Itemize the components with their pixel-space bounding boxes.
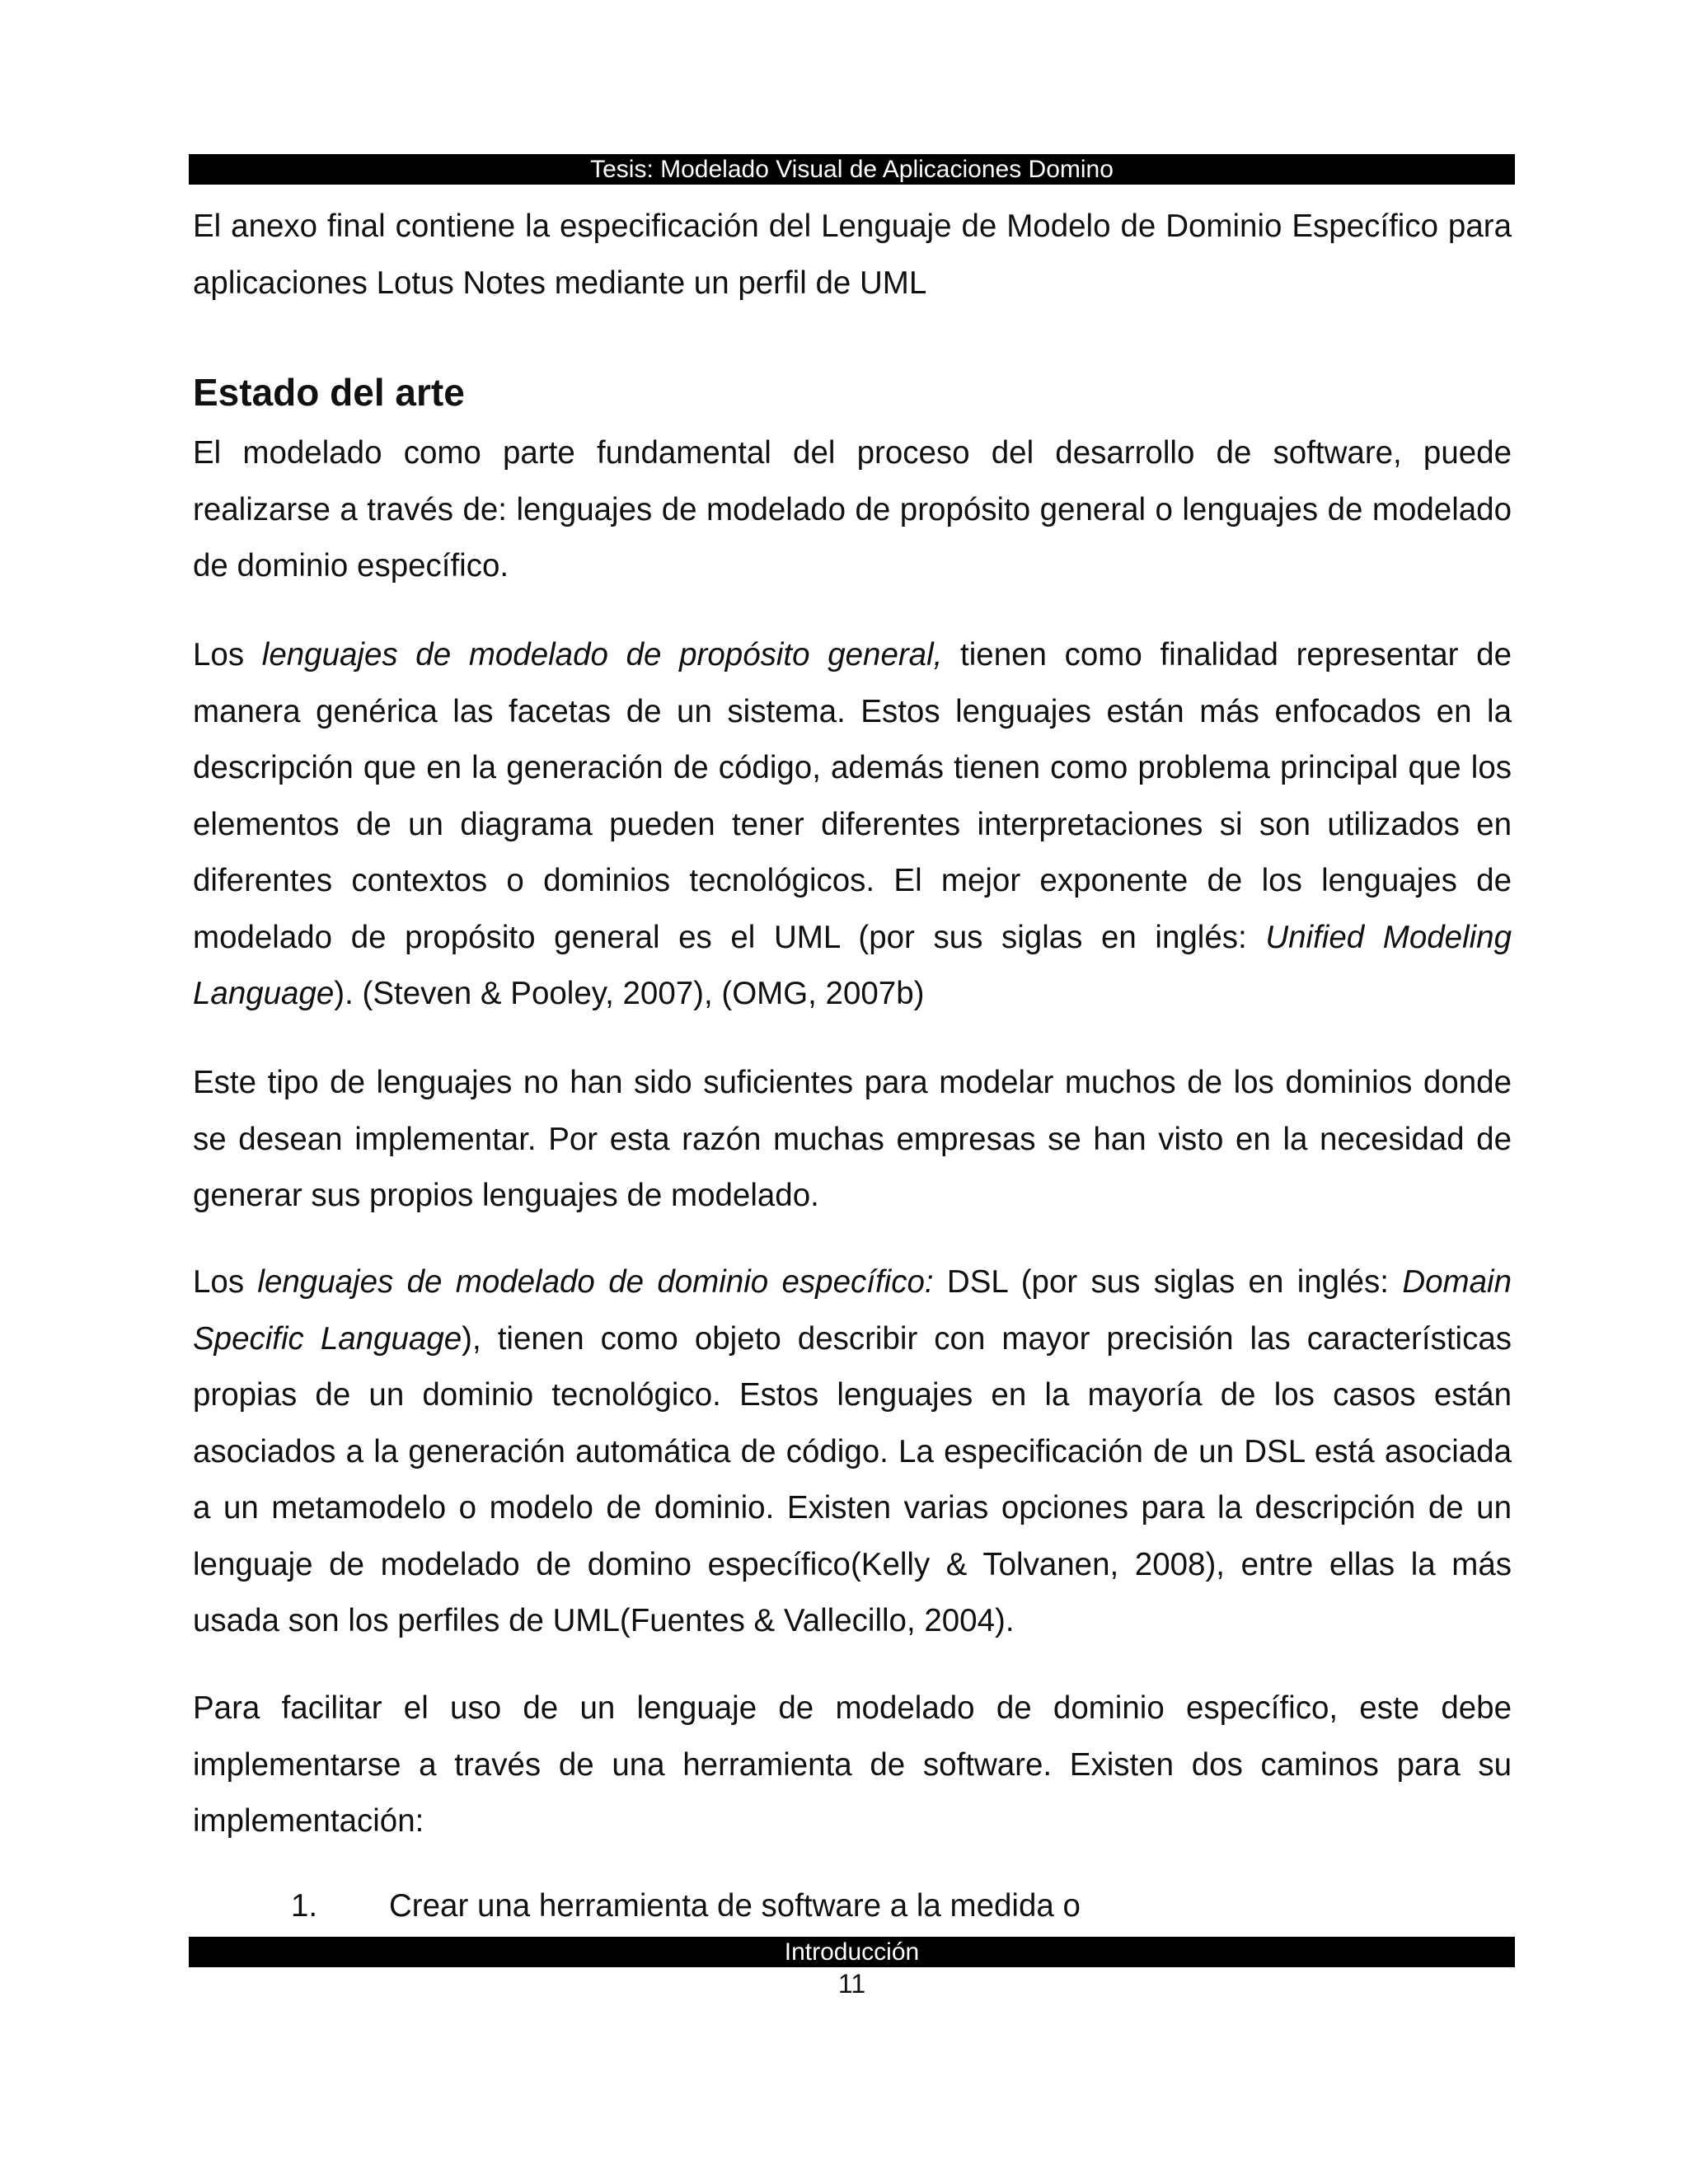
paragraph-modeling-overview: El modelado como parte fundamental del proceso del desarrollo de software, puede realizarse a través de: lenguajes de modelado de propósito general o lenguajes de modelado de dominio específico. xyxy=(193,435,1512,583)
page-body xyxy=(193,0,1512,1929)
p2-term: lenguajes de modelado de propósito general, xyxy=(261,637,943,673)
paragraph-insufficiency: Este tipo de lenguajes no han sido suficientes para modelar muchos de los dominios donde se desean implementar. Por esta razón muchas empresas se han visto en la necesidad de generar sus propios lenguajes de modelado. xyxy=(193,1065,1512,1213)
paragraph-tool-implementation: Para facilitar el uso de un lenguaje de modelado de dominio específico, este debe implementarse a través de una herramienta de software. Existen dos caminos para su implementación: xyxy=(193,1690,1512,1839)
header-title: Tesis: Modelado Visual de Aplicaciones Domino xyxy=(590,156,1114,183)
page-number: 11 xyxy=(837,1969,866,1999)
running-footer xyxy=(189,1937,1515,1967)
p4-term: lenguajes de modelado de dominio específico: xyxy=(257,1264,934,1300)
p4-text2: ), tienen como objeto describir con mayor precisión las características propias de un dominio tecnológico. Estos lenguajes en la mayoría de los casos están asociados a la generación automática de código. La especificación de un DSL está asociada a un metamodelo o modelo de dominio. Existen varias opciones para la descripción de un lenguaje de modelado de domino específico(Kelly & Tolvanen, 2008), entre ellas la más usada son los perfiles de UML(Fuentes & Vallecillo, 2004). xyxy=(193,1320,1512,1638)
p2-text1: tienen como finalidad representar de manera genérica las facetas de un sistema. Estos lenguajes están más enfocados en la descripción que en la generación de código, además tienen como problema principal que los elementos de un diagrama pueden tener diferentes interpretaciones si son utilizados en diferentes contextos o dominios tecnológicos. El mejor exponente de los lenguajes de modelado de propósito general es el UML (por sus siglas en inglés: xyxy=(193,637,1512,955)
list-item-text: Crear una herramienta de software a la medida o xyxy=(389,1888,1081,1924)
p4-text1: DSL (por sus siglas en inglés: xyxy=(933,1264,1403,1300)
p2-english-term: Unified Modeling Language xyxy=(193,919,1512,1011)
list-item-number: 1. xyxy=(291,1888,318,1924)
paragraph-domain-specific-languages xyxy=(193,1254,1512,1650)
intro-paragraph: El anexo final contiene la especificación del Lenguaje de Modelo de Dominio Específico para aplicaciones Lotus Notes mediante un perfil de UML xyxy=(193,209,1512,301)
p2-text2: ). (Steven & Pooley, 2007), (OMG, 2007b) xyxy=(334,976,925,1011)
section-heading: Estado del arte xyxy=(193,371,465,414)
p2-lead: Los xyxy=(193,637,262,673)
p4-english-term: Domain Specific Language xyxy=(193,1264,1512,1357)
footer-section: Introducción xyxy=(784,1938,920,1966)
p4-lead: Los xyxy=(193,1264,258,1300)
paragraph-general-purpose-languages xyxy=(193,627,1512,1023)
